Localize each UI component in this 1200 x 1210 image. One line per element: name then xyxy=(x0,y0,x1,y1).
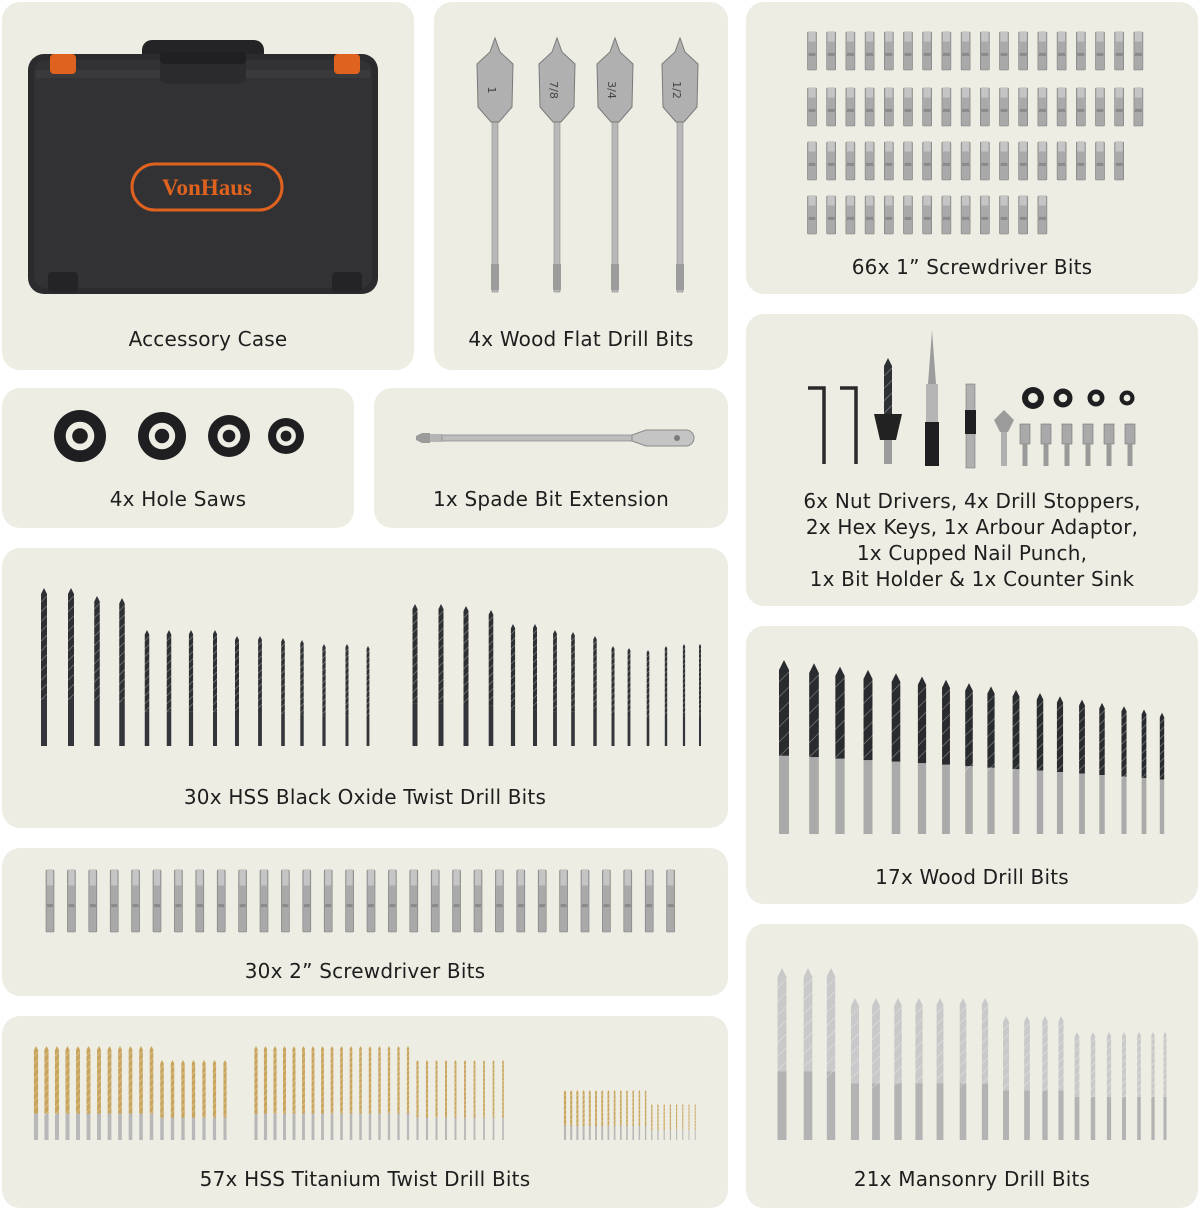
titanium-bit xyxy=(44,1046,48,1140)
titanium-bit xyxy=(171,1060,174,1140)
caption-screwdriver-1in: 66x 1” Screwdriver Bits xyxy=(851,255,1093,279)
hex-key xyxy=(840,388,856,464)
nut-driver xyxy=(1125,424,1135,466)
titanium-bit xyxy=(181,1060,184,1140)
caption-hole-saws: 4x Hole Saws xyxy=(109,487,247,511)
titanium-bit xyxy=(76,1046,80,1140)
screwdriver-bit xyxy=(846,88,855,126)
screwdriver-bit-2in xyxy=(67,870,75,932)
screwdriver-bit xyxy=(1000,142,1009,180)
screwdriver-bit-2in xyxy=(132,870,140,932)
wood-drill-bit xyxy=(835,667,844,834)
black-oxide-bit xyxy=(322,644,325,746)
black-oxide-bit xyxy=(439,604,444,746)
caption-titanium: 57x HSS Titanium Twist Drill Bits xyxy=(199,1167,531,1191)
screwdriver-bit xyxy=(904,196,913,234)
svg-text:1/2: 1/2 xyxy=(670,81,683,99)
screwdriver-bit xyxy=(1000,88,1009,126)
screwdriver-bit xyxy=(1019,88,1028,126)
caption-screwdriver-2in: 30x 2” Screwdriver Bits xyxy=(244,959,486,983)
screwdriver-bit xyxy=(1019,142,1028,180)
screwdriver-bit xyxy=(1057,32,1066,70)
screwdriver-bit-2in xyxy=(602,870,610,932)
screwdriver-bit xyxy=(980,32,989,70)
titanium-bit xyxy=(340,1046,343,1140)
caption-misc-line-2: 2x Hex Keys, 1x Arbour Adaptor, xyxy=(805,515,1139,539)
screwdriver-bit xyxy=(865,88,874,126)
screwdriver-bit-2in xyxy=(260,870,268,932)
caption-misc-line-3: 1x Cupped Nail Punch, xyxy=(856,541,1088,565)
screwdriver-bit-2in xyxy=(324,870,332,932)
screwdriver-bit-2in xyxy=(667,870,675,932)
titanium-bit xyxy=(474,1060,476,1140)
titanium-bit xyxy=(331,1046,334,1140)
screwdriver-bit-2in xyxy=(474,870,482,932)
flat-bit xyxy=(597,38,633,292)
titanium-bit xyxy=(589,1090,591,1140)
titanium-bit xyxy=(223,1060,226,1140)
titanium-bit xyxy=(213,1060,216,1140)
titanium-bit xyxy=(608,1090,610,1140)
screwdriver-bit xyxy=(923,142,932,180)
titanium-bit xyxy=(493,1060,495,1140)
flat-bit xyxy=(477,38,513,292)
panel-masonry xyxy=(746,924,1198,1208)
screwdriver-bit-2in xyxy=(46,870,54,932)
titanium-bit xyxy=(583,1090,585,1140)
nut-driver xyxy=(1041,424,1051,466)
titanium-bit xyxy=(129,1046,133,1140)
masonry-bit xyxy=(1075,1032,1080,1140)
titanium-bit xyxy=(388,1046,390,1140)
black-oxide-bit xyxy=(258,636,262,746)
titanium-bit xyxy=(34,1046,38,1140)
black-oxide-bit xyxy=(94,596,100,746)
black-oxide-bit xyxy=(593,636,596,746)
screwdriver-bit xyxy=(1038,142,1047,180)
screwdriver-bit xyxy=(923,196,932,234)
wood-drill-bit xyxy=(1142,710,1147,835)
screwdriver-bit xyxy=(1076,88,1085,126)
nut-driver xyxy=(1020,424,1030,466)
titanium-bit xyxy=(254,1046,257,1140)
masonry-bit xyxy=(1137,1032,1141,1140)
svg-text:1: 1 xyxy=(485,86,498,94)
flat-bit xyxy=(539,38,575,292)
drill-stopper xyxy=(1054,389,1073,408)
panel-flat-bits xyxy=(434,2,728,370)
titanium-bit xyxy=(639,1090,640,1140)
screwdriver-bit xyxy=(808,196,817,234)
titanium-bit xyxy=(614,1090,616,1140)
screwdriver-bit xyxy=(961,32,970,70)
screwdriver-bit xyxy=(923,88,932,126)
countersink-collar xyxy=(874,414,902,440)
screwdriver-bit xyxy=(865,142,874,180)
titanium-bit xyxy=(601,1090,603,1140)
masonry-bit xyxy=(1164,1032,1167,1140)
titanium-bit xyxy=(435,1060,437,1140)
screwdriver-bit xyxy=(1115,142,1124,180)
hole-saw xyxy=(268,418,304,454)
screwdriver-1in-image xyxy=(746,2,1198,294)
screwdriver-bit xyxy=(827,142,836,180)
screwdriver-bit xyxy=(1115,88,1124,126)
titanium-bit xyxy=(302,1046,305,1140)
titanium-bit xyxy=(416,1060,418,1140)
black-oxide-bit xyxy=(281,638,285,746)
black-oxide-bit xyxy=(300,640,303,746)
masonry-bit xyxy=(960,998,967,1140)
masonry-bit xyxy=(1151,1032,1154,1140)
caption-misc-line-1: 6x Nut Drivers, 4x Drill Stoppers, xyxy=(803,489,1141,513)
titanium-bit xyxy=(664,1104,665,1140)
titanium-bit xyxy=(445,1060,447,1140)
drill-stopper xyxy=(1022,387,1044,409)
black-oxide-bit xyxy=(647,650,650,746)
titanium-bit xyxy=(293,1046,296,1140)
screwdriver-bit xyxy=(961,88,970,126)
wood-drill-bit xyxy=(1013,690,1020,834)
titanium-bit xyxy=(369,1046,371,1140)
hole-saw xyxy=(54,410,106,462)
screwdriver-bit xyxy=(1096,142,1105,180)
screwdriver-bit xyxy=(904,142,913,180)
accessory-case-image xyxy=(2,2,414,370)
screwdriver-bit xyxy=(1038,32,1047,70)
titanium-bit xyxy=(651,1104,652,1140)
masonry-bit xyxy=(1091,1032,1096,1140)
screwdriver-bit-2in xyxy=(346,870,354,932)
masonry-bit xyxy=(894,998,902,1140)
caption-spade-extension: 1x Spade Bit Extension xyxy=(433,487,669,511)
titanium-bit xyxy=(689,1104,690,1140)
wood-drill-bit xyxy=(1057,696,1063,834)
black-oxide-bit xyxy=(511,624,515,746)
titanium-bit xyxy=(192,1060,195,1140)
panel-hole-saws xyxy=(2,388,354,528)
screwdriver-bit-2in xyxy=(303,870,311,932)
masonry-bit xyxy=(1024,1016,1030,1140)
wood-drill-bit xyxy=(864,670,873,834)
masonry-bit xyxy=(1042,1016,1047,1140)
wood-drill-bit xyxy=(1079,700,1085,834)
screwdriver-bit xyxy=(1038,196,1047,234)
screwdriver-bit xyxy=(1115,32,1124,70)
titanium-bit xyxy=(407,1046,409,1140)
nail-punch xyxy=(925,330,939,466)
titanium-bit xyxy=(645,1090,646,1140)
screwdriver-bit xyxy=(923,32,932,70)
screwdriver-bit xyxy=(942,32,951,70)
panel-misc-accessories xyxy=(746,314,1198,606)
flat-bit xyxy=(662,38,698,292)
caption-accessory-case: Accessory Case xyxy=(128,327,288,351)
screwdriver-bit xyxy=(846,32,855,70)
titanium-bit xyxy=(264,1046,267,1140)
black-oxide-bit xyxy=(346,644,349,746)
masonry-bit xyxy=(851,998,859,1140)
screwdriver-bit xyxy=(884,196,893,234)
screwdriver-bit-2in xyxy=(538,870,546,932)
black-oxide-bit xyxy=(612,646,615,746)
panel-screwdriver-1in xyxy=(746,2,1198,294)
black-oxide-bit xyxy=(68,588,74,746)
screwdriver-bit-2in xyxy=(581,870,589,932)
screwdriver-bit-2in xyxy=(153,870,161,932)
screwdriver-bit-2in xyxy=(624,870,632,932)
wood-drill-bit xyxy=(779,660,789,834)
titanium-bit xyxy=(657,1104,658,1140)
titanium-bit xyxy=(350,1046,353,1140)
caption-masonry: 21x Mansonry Drill Bits xyxy=(853,1167,1091,1191)
nut-driver xyxy=(1104,424,1114,466)
black-oxide-bit xyxy=(167,630,172,746)
black-oxide-bit xyxy=(213,630,217,746)
titanium-bit xyxy=(682,1104,683,1140)
wood-drill-bit xyxy=(1037,693,1044,834)
screwdriver-bit xyxy=(1019,32,1028,70)
masonry-bit xyxy=(937,998,944,1140)
screwdriver-bit-2in xyxy=(367,870,375,932)
panel-screwdriver-2in xyxy=(2,848,728,996)
titanium-bit xyxy=(564,1090,566,1140)
countersink-drill xyxy=(884,358,892,464)
titanium-bit xyxy=(570,1090,572,1140)
screwdriver-bit xyxy=(827,196,836,234)
black-oxide-bit xyxy=(189,630,193,746)
black-oxide-bit xyxy=(413,604,418,746)
screwdriver-bit-2in xyxy=(560,870,568,932)
screwdriver-bit xyxy=(1134,32,1143,70)
titanium-bit xyxy=(695,1104,696,1140)
screwdriver-bit xyxy=(884,142,893,180)
screwdriver-bit-2in xyxy=(217,870,225,932)
screwdriver-bit xyxy=(1057,142,1066,180)
black-oxide-bit xyxy=(699,644,701,746)
titanium-bit xyxy=(202,1060,205,1140)
screwdriver-bit xyxy=(827,88,836,126)
screwdriver-bit xyxy=(904,88,913,126)
screwdriver-bit-2in xyxy=(517,870,525,932)
screwdriver-bit-2in xyxy=(196,870,204,932)
bit-holder xyxy=(965,384,976,468)
drill-stopper xyxy=(1120,391,1135,406)
panel-spade-extension xyxy=(374,388,728,528)
wood-drill-bit xyxy=(1121,706,1126,834)
black-oxide-bit xyxy=(489,610,494,746)
screwdriver-bit-2in xyxy=(495,870,503,932)
screwdriver-bit xyxy=(808,32,817,70)
screwdriver-bit-2in xyxy=(645,870,653,932)
titanium-bit xyxy=(676,1104,677,1140)
black-oxide-bit xyxy=(235,636,239,746)
screwdriver-bit-2in xyxy=(110,870,118,932)
wood-drill-bit xyxy=(809,663,819,834)
screwdriver-bit xyxy=(942,196,951,234)
svg-text:3/4: 3/4 xyxy=(605,81,618,99)
vonhaus-logo: VonHaus xyxy=(162,175,252,200)
hole-saw xyxy=(138,412,186,460)
screwdriver-bit xyxy=(980,88,989,126)
wood-drill-bit xyxy=(942,680,950,834)
titanium-bit xyxy=(620,1090,622,1140)
masonry-bit xyxy=(1122,1032,1126,1140)
titanium-bit xyxy=(595,1090,597,1140)
black-oxide-bit xyxy=(553,630,557,746)
titanium-bit xyxy=(87,1046,91,1140)
titanium-bit xyxy=(108,1046,112,1140)
panel-accessory-case xyxy=(2,2,414,370)
screwdriver-bit xyxy=(1000,32,1009,70)
screwdriver-bit-2in xyxy=(388,870,396,932)
titanium-bit xyxy=(483,1060,485,1140)
nut-driver xyxy=(1083,424,1093,466)
screwdriver-bit xyxy=(1076,32,1085,70)
black-oxide-bit xyxy=(628,648,631,746)
panel-titanium xyxy=(2,1016,728,1208)
screwdriver-bit xyxy=(1038,88,1047,126)
titanium-bit xyxy=(55,1046,59,1140)
screwdriver-bit xyxy=(846,142,855,180)
wood-drill-bit xyxy=(965,683,973,834)
screwdriver-bit xyxy=(980,142,989,180)
titanium-bit xyxy=(670,1104,671,1140)
titanium-bit xyxy=(378,1046,380,1140)
titanium-bit xyxy=(312,1046,315,1140)
screwdriver-bit-2in xyxy=(281,870,289,932)
masonry-bit xyxy=(1003,1016,1009,1140)
caption-misc-line-4: 1x Bit Holder & 1x Counter Sink xyxy=(809,567,1135,591)
masonry-bit xyxy=(915,998,922,1140)
screwdriver-bit xyxy=(942,88,951,126)
screwdriver-bit xyxy=(904,32,913,70)
screwdriver-bit xyxy=(1000,196,1009,234)
screwdriver-bit xyxy=(980,196,989,234)
masonry-bit xyxy=(982,998,988,1140)
titanium-bit xyxy=(455,1060,457,1140)
black-oxide-bit xyxy=(41,588,47,746)
wood-drill-bits-image xyxy=(746,626,1198,904)
screwdriver-bit xyxy=(808,88,817,126)
screwdriver-bit xyxy=(808,142,817,180)
hole-saw xyxy=(208,415,250,457)
titanium-bit xyxy=(502,1060,504,1140)
titanium-bit xyxy=(632,1090,634,1140)
titanium-bit xyxy=(118,1046,122,1140)
black-oxide-bit xyxy=(683,644,685,746)
wood-drill-bit xyxy=(1160,713,1164,834)
black-oxide-bit xyxy=(145,630,150,746)
black-oxide-bit xyxy=(119,598,125,746)
panel-wood-drill xyxy=(746,626,1198,904)
wood-drill-bit xyxy=(1099,703,1104,834)
screwdriver-bit xyxy=(827,32,836,70)
titanium-bit xyxy=(139,1046,143,1140)
masonry-bit xyxy=(872,998,880,1140)
screwdriver-bit xyxy=(1076,142,1085,180)
titanium-bit xyxy=(576,1090,578,1140)
screwdriver-bit-2in xyxy=(431,870,439,932)
masonry-bit xyxy=(778,968,787,1140)
titanium-bit xyxy=(397,1046,399,1140)
titanium-bit xyxy=(359,1046,362,1140)
wood-drill-bit xyxy=(918,677,926,835)
black-oxide-bit xyxy=(571,632,575,746)
titanium-bit xyxy=(464,1060,466,1140)
black-oxide-bit xyxy=(533,624,537,746)
screwdriver-bit xyxy=(961,142,970,180)
screwdriver-bit xyxy=(865,32,874,70)
titanium-bit xyxy=(626,1090,628,1140)
titanium-bit xyxy=(283,1046,286,1140)
titanium-bit xyxy=(97,1046,101,1140)
svg-text:7/8: 7/8 xyxy=(547,81,560,99)
screwdriver-bit xyxy=(884,88,893,126)
caption-black-oxide: 30x HSS Black Oxide Twist Drill Bits xyxy=(183,785,547,809)
screwdriver-bit-2in xyxy=(89,870,97,932)
screwdriver-bit xyxy=(1057,88,1066,126)
masonry-bit xyxy=(827,968,835,1140)
screwdriver-bit xyxy=(846,196,855,234)
screwdriver-bit xyxy=(1134,88,1143,126)
caption-wood-drill: 17x Wood Drill Bits xyxy=(875,865,1069,889)
titanium-bit xyxy=(426,1060,428,1140)
screwdriver-bit xyxy=(865,196,874,234)
black-oxide-bit xyxy=(464,606,469,746)
screwdriver-bit xyxy=(942,142,951,180)
titanium-bit xyxy=(65,1046,69,1140)
screwdriver-bit xyxy=(1096,32,1105,70)
screwdriver-bit-2in xyxy=(453,870,461,932)
nut-driver xyxy=(1062,424,1072,466)
black-oxide-bit xyxy=(367,646,370,746)
flat-bits-image xyxy=(434,2,728,370)
wood-drill-bit xyxy=(987,686,994,834)
screwdriver-bit xyxy=(1019,196,1028,234)
titanium-bit xyxy=(160,1060,163,1140)
titanium-bit xyxy=(150,1046,154,1140)
drill-stopper xyxy=(1088,390,1105,407)
wood-drill-bit xyxy=(892,673,901,834)
screwdriver-bit-2in xyxy=(239,870,247,932)
screwdriver-bit-2in xyxy=(174,870,182,932)
hex-key xyxy=(808,388,824,464)
panel-black-oxide xyxy=(2,548,728,828)
titanium-bit xyxy=(273,1046,276,1140)
screwdriver-bit xyxy=(1096,88,1105,126)
titanium-bit xyxy=(321,1046,324,1140)
counter-sink xyxy=(994,410,1014,466)
screwdriver-bit xyxy=(884,32,893,70)
screwdriver-bit xyxy=(961,196,970,234)
masonry-bit xyxy=(1058,1016,1063,1140)
caption-flat-bits: 4x Wood Flat Drill Bits xyxy=(468,327,694,351)
black-oxide-bit xyxy=(665,646,667,746)
masonry-bit xyxy=(1107,1032,1111,1140)
masonry-bit xyxy=(804,968,813,1140)
screwdriver-bit-2in xyxy=(410,870,418,932)
